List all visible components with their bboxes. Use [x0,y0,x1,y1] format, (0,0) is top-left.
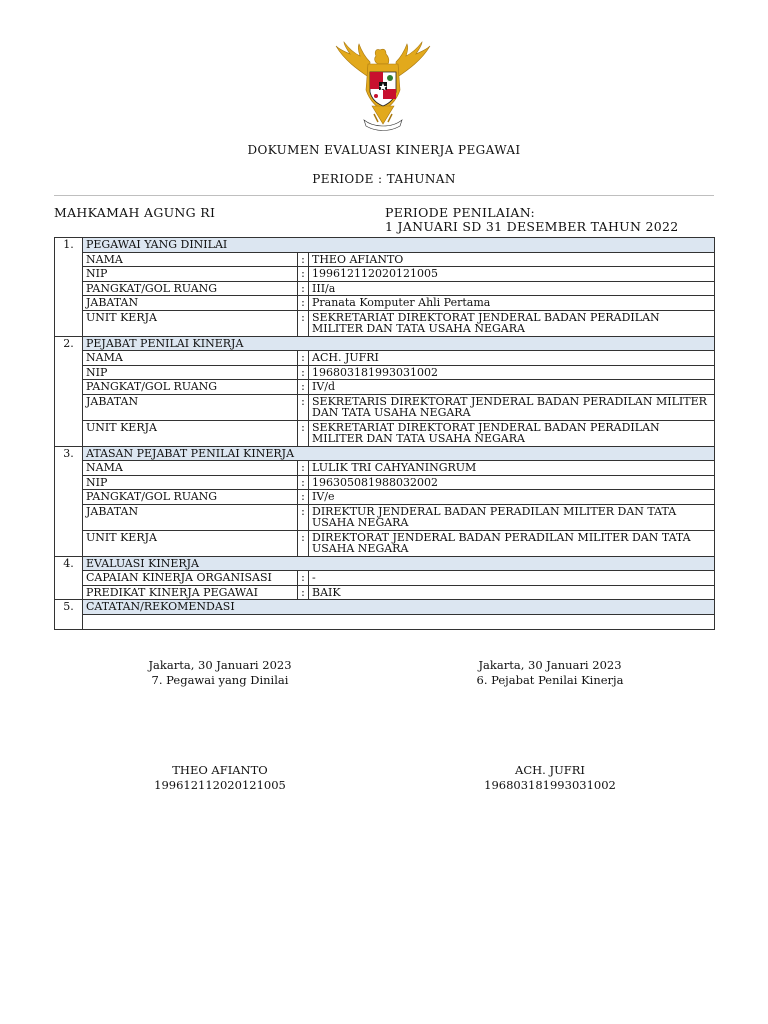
field-value: DIREKTORAT JENDERAL BADAN PERADILAN MILITER DAN TATA USAHA NEGARA [309,530,715,556]
section-number: 1. [55,238,83,253]
assessment-period-range: 1 JANUARI SD 31 DESEMBER TAHUN 2022 [385,219,679,234]
signature-name: ACH. JUFRI [515,763,585,777]
section-title: EVALUASI KINERJA [83,556,715,571]
field-label: PANGKAT/GOL RUANG [83,490,298,505]
signature-nip: 199612112020121005 [154,778,286,792]
signature-name: THEO AFIANTO [172,763,268,777]
section-header-row [55,446,715,461]
field-value: - [309,571,715,586]
section-header-row [55,336,715,351]
table-row [55,351,715,366]
field-label: UNIT KERJA [83,420,298,446]
field-label: NIP [83,365,298,380]
field-separator: : [298,267,309,282]
field-value: BAIK [309,585,715,600]
field-separator: : [298,585,309,600]
section-header-row [55,556,715,571]
field-separator: : [298,475,309,490]
field-separator: : [298,490,309,505]
table-row [55,585,715,600]
header-divider [54,195,714,196]
field-separator: : [298,394,309,420]
field-value: SEKRETARIAT DIREKTORAT JENDERAL BADAN PERADILAN MILITER DAN TATA USAHA NEGARA [309,310,715,336]
field-label: JABATAN [83,504,298,530]
assessment-period-label: PERIODE PENILAIAN: [385,205,536,220]
field-value: SEKRETARIS DIREKTORAT JENDERAL BADAN PERADILAN MILITER DAN TATA USAHA NEGARA [309,394,715,420]
signature-block-assessor [420,658,680,793]
field-value: Pranata Komputer Ahli Pertama [309,296,715,311]
field-value: IV/e [309,490,715,505]
field-label: NAMA [83,351,298,366]
field-label: NIP [83,475,298,490]
table-row [55,461,715,476]
notes-cell [83,614,715,629]
signature-block-employee [90,658,350,793]
signature-place-date: Jakarta, 30 Januari 2023 [478,658,622,672]
field-value: 199612112020121005 [309,267,715,282]
field-value: 196803181993031002 [309,365,715,380]
signature-role: 7. Pegawai yang Dinilai [151,673,289,687]
evaluation-table [54,237,715,630]
table-row [55,252,715,267]
table-row [55,490,715,505]
table-row [55,394,715,420]
section-title: ATASAN PEJABAT PENILAI KINERJA [83,446,715,461]
table-row [55,504,715,530]
table-row [55,475,715,490]
field-separator: : [298,380,309,395]
field-value: 196305081988032002 [309,475,715,490]
field-label: PANGKAT/GOL RUANG [83,380,298,395]
field-value: ACH. JUFRI [309,351,715,366]
field-label: JABATAN [83,394,298,420]
table-row [55,296,715,311]
field-separator: : [298,571,309,586]
document-title: DOKUMEN EVALUASI KINERJA PEGAWAI [247,143,521,157]
field-separator: : [298,365,309,380]
field-separator: : [298,310,309,336]
section-number: 5. [55,600,83,615]
field-separator: : [298,296,309,311]
field-label: PANGKAT/GOL RUANG [83,281,298,296]
field-label: NIP [83,267,298,282]
table-row [55,571,715,586]
signature-place-date: Jakarta, 30 Januari 2023 [148,658,292,672]
field-separator: : [298,281,309,296]
field-value: LULIK TRI CAHYANINGRUM [309,461,715,476]
signature-role: 6. Pejabat Penilai Kinerja [476,673,624,687]
field-value: THEO AFIANTO [309,252,715,267]
field-label: PREDIKAT KINERJA PEGAWAI [83,585,298,600]
section-number: 3. [55,446,83,461]
field-value: III/a [309,281,715,296]
field-separator: : [298,420,309,446]
field-value: DIREKTUR JENDERAL BADAN PERADILAN MILITER DAN TATA USAHA NEGARA [309,504,715,530]
period-label: PERIODE : TAHUNAN [312,172,456,186]
field-label: UNIT KERJA [83,530,298,556]
field-label: UNIT KERJA [83,310,298,336]
signature-nip: 196803181993031002 [484,778,616,792]
section-title: PEGAWAI YANG DINILAI [83,238,715,253]
field-separator: : [298,351,309,366]
section-header-row [55,238,715,253]
field-value: IV/d [309,380,715,395]
table-row [55,281,715,296]
table-row [55,267,715,282]
institution-name: MAHKAMAH AGUNG RI [54,205,216,220]
section-title: PEJABAT PENILAI KINERJA [83,336,715,351]
section-number: 4. [55,556,83,571]
field-separator: : [298,252,309,267]
field-value: SEKRETARIAT DIREKTORAT JENDERAL BADAN PERADILAN MILITER DAN TATA USAHA NEGARA [309,420,715,446]
garuda-emblem-icon [330,40,436,132]
table-row [55,365,715,380]
table-row [55,530,715,556]
field-label: NAMA [83,461,298,476]
field-label: CAPAIAN KINERJA ORGANISASI [83,571,298,586]
section-title: CATATAN/REKOMENDASI [83,600,715,615]
section-number: 2. [55,336,83,351]
field-label: NAMA [83,252,298,267]
notes-row [55,614,715,629]
field-separator: : [298,530,309,556]
field-label: JABATAN [83,296,298,311]
table-row [55,310,715,336]
table-row [55,420,715,446]
section-header-row [55,600,715,615]
field-separator: : [298,461,309,476]
field-separator: : [298,504,309,530]
table-row [55,380,715,395]
